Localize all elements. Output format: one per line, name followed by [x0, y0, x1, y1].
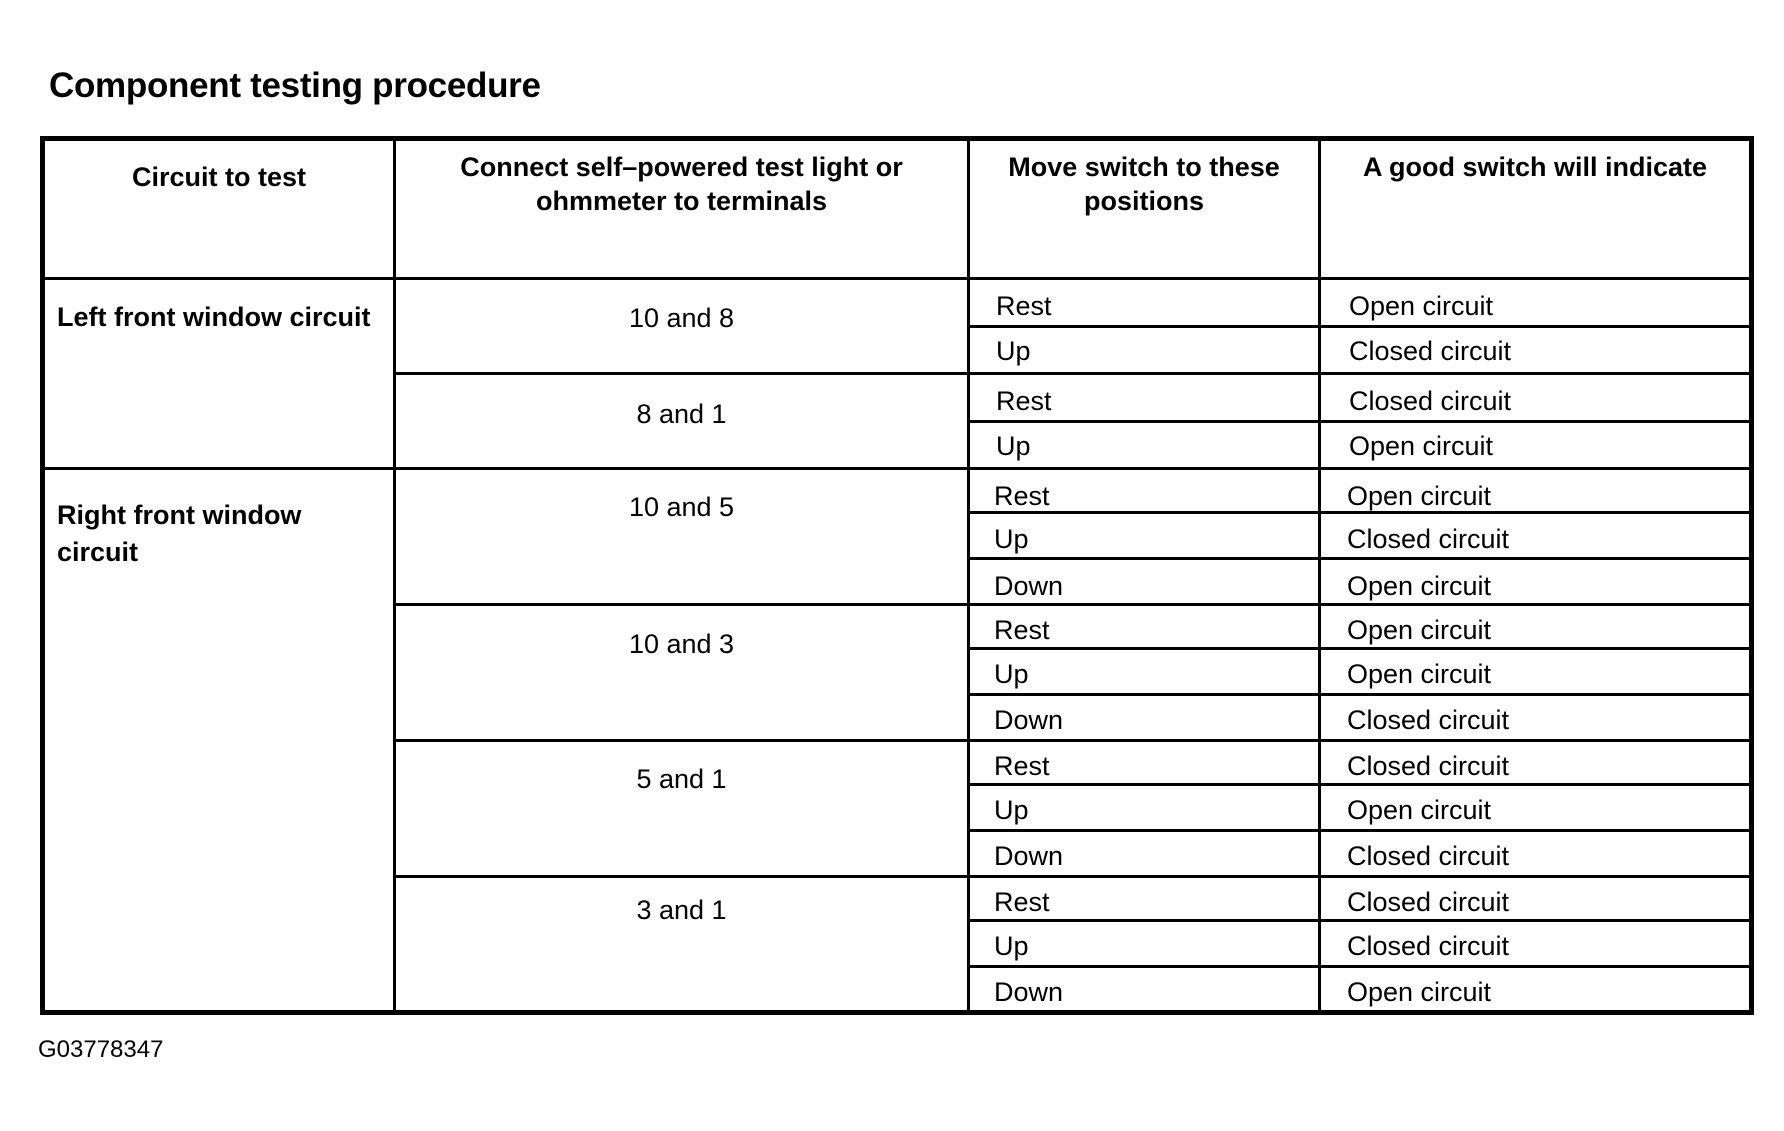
switch-position: Up: [994, 795, 1029, 825]
switch-position: Down: [994, 571, 1064, 601]
switch-indication: Closed circuit: [1347, 705, 1510, 735]
terminal-pair: 10 and 3: [628, 629, 735, 659]
group-divider: [393, 603, 1749, 606]
switch-indication: Open circuit: [1347, 977, 1492, 1007]
header-terminals: Connect self–powered test light or ohmmeter to terminals: [460, 152, 903, 216]
switch-position: Up: [996, 431, 1031, 461]
row-divider: [967, 557, 1749, 560]
switch-indication: Closed circuit: [1347, 931, 1510, 961]
group-divider: [393, 739, 1749, 742]
switch-position: Up: [994, 524, 1029, 554]
terminal-pair: 8 and 1: [636, 399, 727, 429]
switch-indication: Open circuit: [1347, 795, 1492, 825]
switch-position: Rest: [994, 615, 1050, 645]
column-divider: [393, 141, 396, 1010]
switch-indication: Closed circuit: [1347, 887, 1510, 917]
group-divider: [393, 372, 1749, 375]
terminal-pair: 10 and 5: [628, 492, 735, 522]
switch-indication: Closed circuit: [1349, 336, 1512, 366]
switch-position: Rest: [994, 887, 1050, 917]
row-divider: [967, 829, 1749, 832]
row-divider: [967, 965, 1749, 968]
terminal-pair: 3 and 1: [636, 895, 727, 925]
circuit-name: Right front window circuit: [57, 500, 302, 567]
switch-position: Up: [996, 336, 1031, 366]
page-title: Component testing procedure: [49, 66, 541, 105]
figure-id: G03778347: [38, 1036, 164, 1063]
switch-indication: Closed circuit: [1349, 386, 1512, 416]
row-divider: [967, 783, 1749, 786]
group-divider: [393, 875, 1749, 878]
circuit-name: Left front window circuit: [57, 302, 371, 332]
terminal-pair: 10 and 8: [628, 303, 735, 333]
switch-indication: Open circuit: [1347, 481, 1492, 511]
switch-position: Rest: [994, 751, 1050, 781]
switch-position: Up: [994, 659, 1029, 689]
switch-position: Up: [994, 931, 1029, 961]
switch-indication: Open circuit: [1349, 431, 1494, 461]
switch-indication: Closed circuit: [1347, 841, 1510, 871]
switch-position: Rest: [994, 481, 1050, 511]
switch-indication: Closed circuit: [1347, 751, 1510, 781]
switch-position: Down: [994, 705, 1064, 735]
switch-indication: Open circuit: [1347, 659, 1492, 689]
switch-position: Down: [994, 977, 1064, 1007]
switch-indication: Closed circuit: [1347, 524, 1510, 554]
header-circuit-to-test: Circuit to test: [131, 162, 306, 192]
row-divider: [967, 919, 1749, 922]
column-divider: [967, 141, 970, 1010]
switch-position: Down: [994, 841, 1064, 871]
circuit-divider: [45, 467, 1749, 470]
header-switch-positions: Move switch to these positions: [1008, 152, 1280, 216]
row-divider: [967, 420, 1749, 423]
row-divider: [967, 647, 1749, 650]
switch-indication: Open circuit: [1349, 291, 1494, 321]
switch-position: Rest: [996, 386, 1052, 416]
row-divider: [967, 693, 1749, 696]
switch-position: Rest: [996, 291, 1052, 321]
terminal-pair: 5 and 1: [636, 764, 727, 794]
switch-indication: Open circuit: [1347, 571, 1492, 601]
testing-procedure-table: [40, 136, 1754, 1015]
header-good-switch-indication: A good switch will indicate: [1362, 152, 1708, 182]
column-divider: [1318, 141, 1321, 1010]
switch-indication: Open circuit: [1347, 615, 1492, 645]
row-divider: [967, 325, 1749, 328]
header-divider: [45, 277, 1749, 280]
